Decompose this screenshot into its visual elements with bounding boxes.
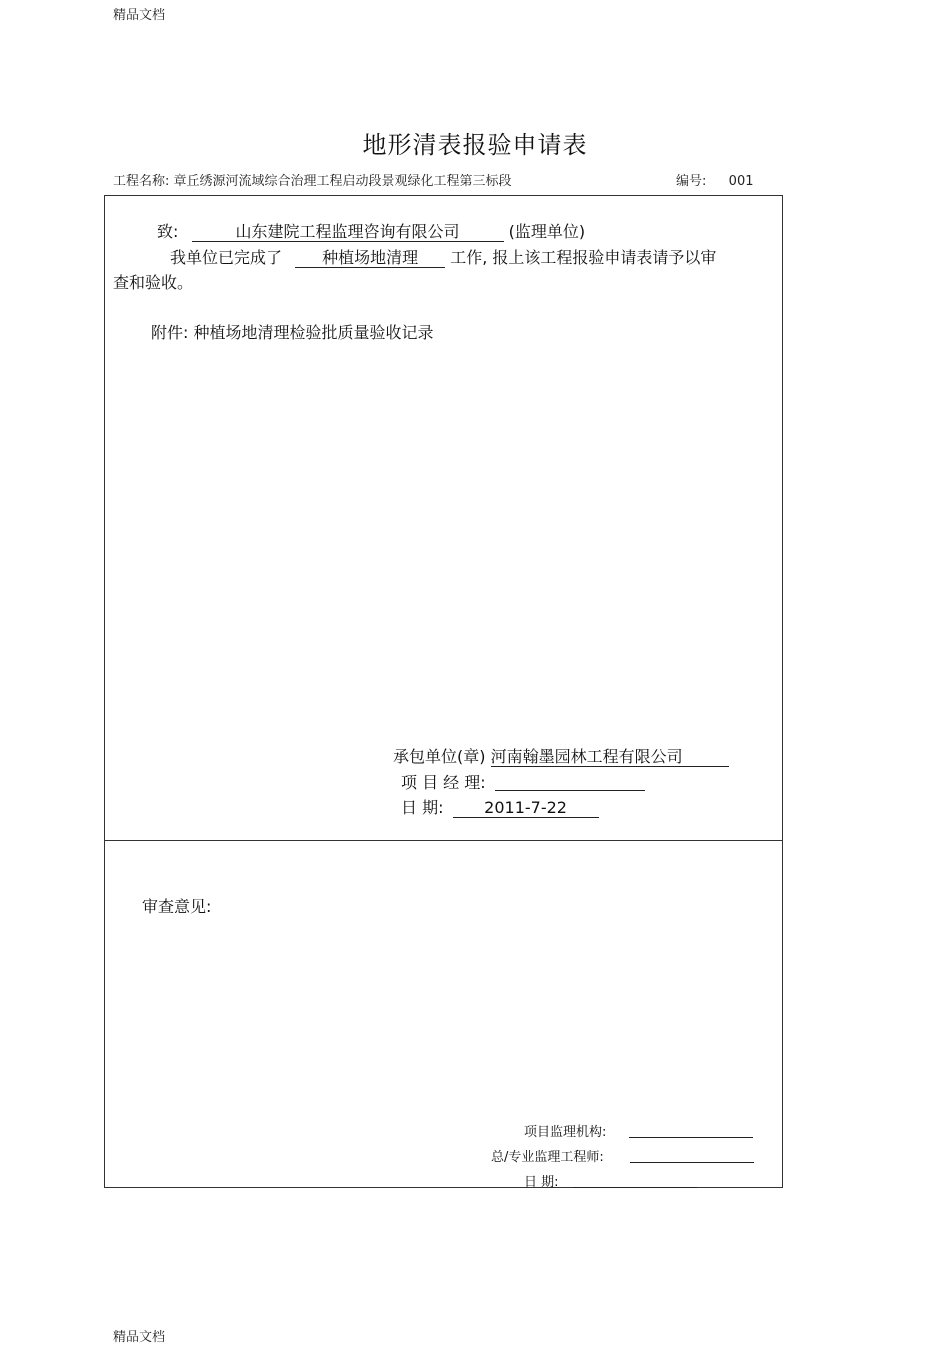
completion-line	[170, 245, 716, 268]
contractor-unit-label: 承包单位(章)	[393, 747, 486, 766]
attachment-row	[151, 320, 434, 343]
addressee-value: 山东建院工程监理咨询有限公司	[192, 223, 504, 242]
page-footer: 精品文档	[113, 1330, 166, 1345]
attachment-label: 附件:	[151, 323, 189, 342]
completion-prefix: 我单位已完成了	[170, 248, 283, 267]
form-number-row	[676, 170, 754, 189]
attachment-value: 种植场地清理检验批质量验收记录	[193, 323, 434, 342]
project-name-label: 工程名称:	[113, 174, 170, 189]
supervision-org-row	[524, 1121, 753, 1140]
review-date-blank	[573, 1174, 697, 1188]
form-title: 地形清表报验申请表	[362, 131, 588, 159]
addressee-label: 致:	[157, 222, 179, 241]
addressee-row	[157, 219, 585, 242]
project-name-row	[113, 170, 512, 189]
contractor-date-row	[401, 795, 599, 818]
page-header: 精品文档	[113, 8, 166, 23]
project-name-value: 章丘绣源河流域综合治理工程启动段景观绿化工程第三标段	[173, 174, 512, 189]
review-date-label: 日 期:	[524, 1175, 559, 1190]
project-manager-blank	[495, 774, 645, 791]
form-number-value: 001	[728, 174, 754, 189]
contractor-date-label: 日 期:	[401, 798, 444, 817]
supervising-engineer-label: 总/专业监理工程师:	[491, 1150, 604, 1165]
completion-line-2: 查和验收。	[113, 273, 194, 292]
project-manager-row	[401, 770, 645, 793]
review-opinion-label: 审查意见:	[142, 897, 212, 916]
supervising-engineer-row	[491, 1146, 754, 1165]
form-frame	[104, 195, 783, 1188]
review-date-row	[524, 1171, 697, 1190]
contractor-date-value: 2011-7-22	[453, 799, 599, 818]
project-manager-label: 项 目 经 理:	[401, 773, 486, 792]
contractor-unit-value: 河南翰墨园林工程有限公司	[491, 748, 729, 767]
work-item-value: 种植场地清理	[295, 249, 445, 268]
supervision-org-blank	[629, 1124, 753, 1138]
completion-suffix: 工作, 报上该工程报验申请表请予以审	[450, 248, 717, 267]
contractor-unit-row	[393, 744, 729, 767]
supervision-org-label: 项目监理机构:	[524, 1125, 607, 1140]
section-divider	[104, 840, 783, 841]
form-number-label: 编号:	[676, 174, 707, 189]
addressee-suffix: (监理单位)	[508, 222, 586, 241]
supervising-engineer-blank	[630, 1149, 754, 1163]
